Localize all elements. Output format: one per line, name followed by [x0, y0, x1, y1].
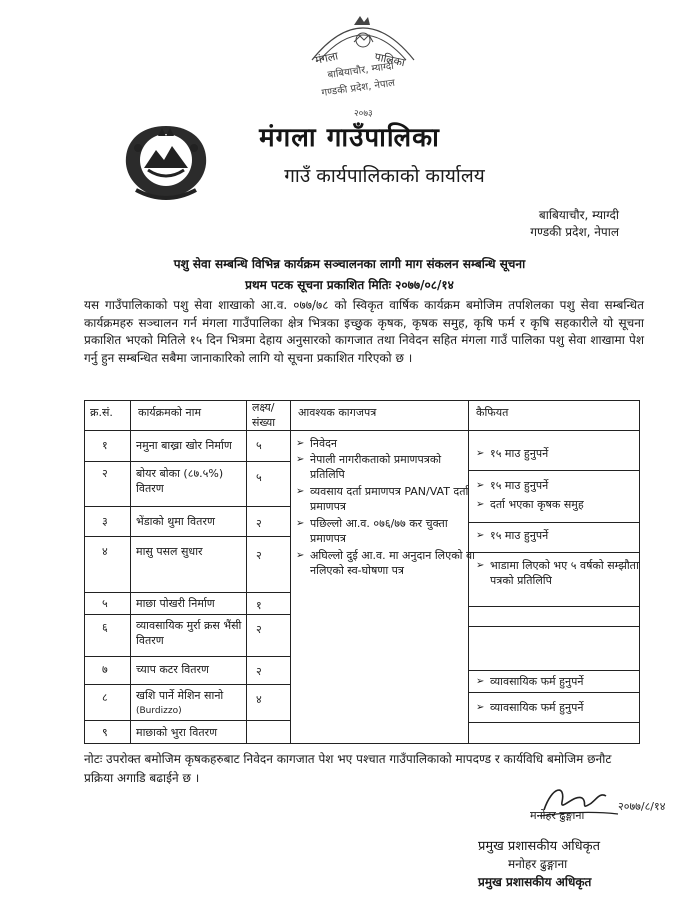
footnote: नोटः उपरोक्त बमोजिम कृषकहरुबाट निवेदन कागजात पेश भए पश्चात गाउँपालिकाको मापदण्ड र कार्यविधि बमोजिम छनौट प्रक्रिया अगाडि बढाईने छ ।: [84, 752, 612, 785]
row-1-sn: १: [102, 439, 108, 452]
notice-date: प्रथम पटक सूचना प्रकाशित मितिः २०७७/०८/१४: [245, 278, 454, 292]
row-9-sn: ९: [102, 726, 108, 739]
remark-row-2b: ➢ दर्ता भएका कृषक समुह: [476, 497, 646, 512]
row-3-sn: ३: [102, 515, 108, 528]
row-4-sn: ४: [102, 545, 108, 558]
row-3-program: भेंडाको थुमा वितरण: [136, 515, 215, 528]
row-5-sn: ५: [102, 597, 108, 610]
remark-row-4: ➢ भाडामा लिएको भए ५ वर्षको सम्झौता पत्रको प्रतिलिपि: [476, 558, 646, 588]
signatory-stamp-title: प्रमुख प्रशासकीय अधिकृत: [478, 875, 592, 889]
program-table: [84, 400, 640, 744]
header-remarks: कैफियत: [476, 406, 509, 419]
row-7-target: २: [256, 665, 262, 678]
document-item: ➢ निवेदन: [296, 436, 476, 451]
signatory-title: प्रमुख प्रशासकीय अधिकृत: [478, 839, 601, 854]
svg-text:गण्डकी प्रदेश, नेपाल: गण्डकी प्रदेश, नेपाल: [320, 77, 396, 99]
row-6-target: २: [256, 623, 262, 636]
row-4-program: मासु पसल सुधार: [136, 545, 203, 558]
office-stamp: [298, 14, 428, 126]
row-7-sn: ७: [102, 663, 108, 676]
row-4-target: २: [256, 549, 262, 562]
row-7-program: च्याप कटर वितरण: [136, 663, 210, 676]
remark-row-1: ➢ १५ माउ हुनुपर्ने: [476, 446, 646, 461]
row-5-program: माछा पोखरी निर्माण: [136, 597, 215, 610]
row-1-target: ५: [256, 439, 262, 452]
document-item: ➢ व्यवसाय दर्ता प्रमाणपत्र PAN/VAT दर्ता प्रमाणपत्र: [296, 484, 476, 514]
row-8-program-note: (Burdizzo): [136, 706, 182, 716]
row-8-sn: ८: [102, 691, 108, 704]
document-item: ➢ पछिल्लो आ.व. ०७६/७७ कर चुक्ता प्रमाणपत्र: [296, 516, 476, 546]
row-1-program: नमुना बाख्रा खोर निर्माण: [136, 439, 232, 452]
remark-row-3: ➢ १५ माउ हुनुपर्ने: [476, 528, 646, 543]
document-item: ➢ अघिल्लो दुई आ.व. मा अनुदान लिएको वा नलिएको स्व-घोषणा पत्र: [296, 548, 476, 578]
signature-date: २०७७/८/१४: [618, 800, 666, 813]
svg-text:मंगला: मंगला: [313, 49, 340, 67]
row-3-target: २: [256, 517, 262, 530]
notice-title: पशु सेवा सम्बन्धि विभिन्न कार्यक्रम सञ्चालनका लागी माग संकलन सम्बन्धि सूचना: [173, 257, 526, 271]
row-6-program: व्यावसायिक मुर्रा क्रस भैंसी वितरण: [136, 619, 242, 647]
row-2-target: ५: [256, 471, 262, 484]
signatory-handwritten-name: मनोहर ढुङ्गाना: [530, 809, 585, 822]
address-line-1: बाबियाचौर, म्याग्दी: [538, 208, 619, 222]
office-subtitle: गाउँ कार्यपालिकाको कार्यालय: [284, 165, 485, 187]
address-line-2: गण्डकी प्रदेश, नेपाल: [530, 225, 619, 239]
header-sn: क्र.सं.: [90, 406, 113, 419]
svg-text:बाबियाचौर, म्याग्दी: बाबियाचौर, म्याग्दी: [326, 60, 395, 81]
row-8-target: ४: [256, 693, 262, 706]
signatory-stamp-name: मनोहर ढुङ्गाना: [508, 857, 568, 871]
row-8-program: खशि पार्ने मेशिन सानो: [136, 689, 224, 702]
header-program: कार्यक्रमको नाम: [138, 406, 202, 419]
remark-row-7: ➢ व्यावसायिक फर्म हुनुपर्ने: [476, 674, 646, 689]
document-item: ➢ नेपाली नागरीकताको प्रमाणपत्रको प्रतिलिपि: [296, 452, 476, 482]
row-2-program: बोयर बोका (८७.५%) वितरण: [136, 467, 224, 495]
row-9-program: माछाको भुरा वितरण: [136, 726, 218, 739]
row-2-sn: २: [102, 467, 108, 480]
office-name: मंगला गाउँपालिका: [259, 123, 440, 153]
row-5-target: १: [256, 599, 262, 612]
notice-body: यस गाउँपालिकाको पशु सेवा शाखाको आ.व. ०७७/७८ को स्विकृत वार्षिक कार्यक्रम बमोजिम तपशिलका पशु सेवा सम्बन्धित कार्यक्रमहरु सञ्चालन गर्न मंगला गाउँपालिका क्षेत्र भित्रका इच्छुक कृषक, कृषक समुह, कृषि फर्म र कृषि सहकारीले यो सूचना प्रकाशित भएको मितिले १५ दिन भित्रमा देहाय अनुसारको कागजात तथा निवेदन सहित मंगला गाउँ पालिका पशु सेवा शाखामा पेश गर्नु हुन सम्बन्धित सबैमा जानाकारिको लागि यो सूचना प्रकाशित गरिएको छ ।: [84, 298, 644, 365]
header-target: लक्ष्य/ संख्या: [252, 401, 276, 429]
header-documents: आवश्यक कागजपत्र: [298, 406, 377, 419]
svg-text:पालिका: पालिका: [373, 50, 407, 70]
row-6-sn: ६: [102, 621, 108, 634]
remark-row-2a: ➢ १५ माउ हुनुपर्ने: [476, 478, 646, 493]
svg-text:२०७३: २०७३: [354, 109, 373, 119]
remark-row-8: ➢ व्यावसायिक फर्म हुनुपर्ने: [476, 700, 646, 715]
